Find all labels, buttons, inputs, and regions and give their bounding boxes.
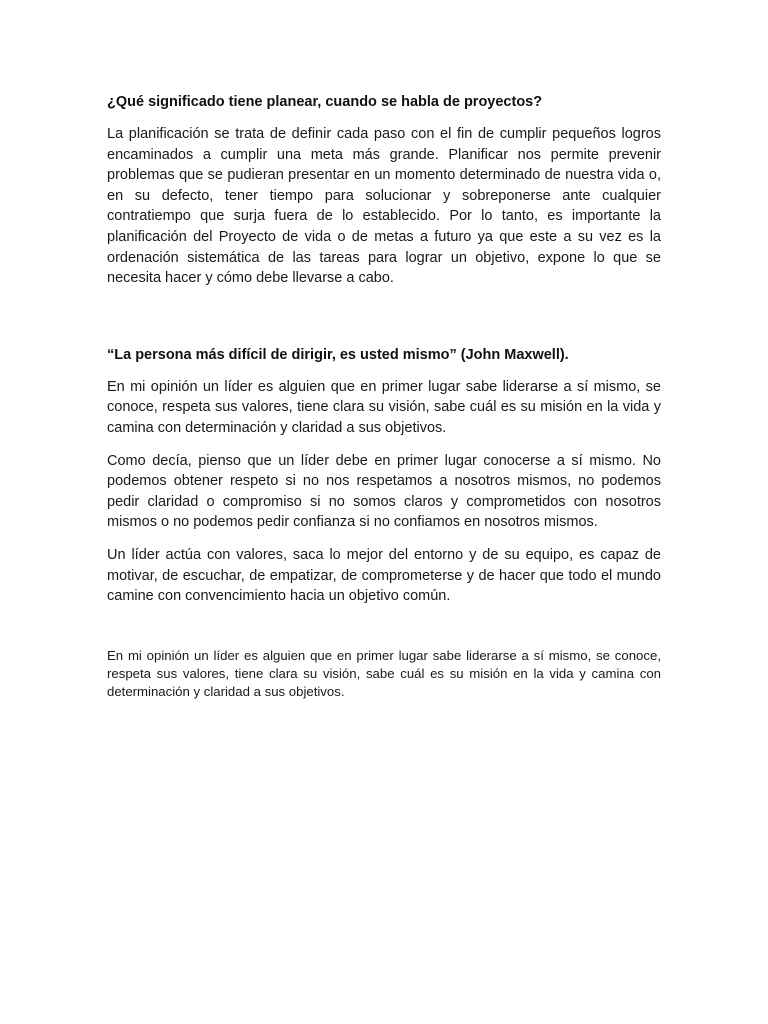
- section-spacer: [107, 301, 661, 345]
- document-body: [107, 92, 661, 713]
- section-heading-quote: “La persona más difícil de dirigir, es usted mismo” (John Maxwell).: [107, 346, 569, 363]
- paragraph-planning: La planificación se trata de definir cada paso con el fin de cumplir pequeños logros encaminados a cumplir una meta más grande. Planificar nos permite prevenir problemas que se pudieran presentar en un momento determinado de nuestra vida o, en su defecto, tener tiempo para solucionar y sobreponerse ante cualquier contratiempo que surja fuera de lo establecido. Por lo tanto, es importante la planificación del Proyecto de vida o de metas a futuro ya que este a su vez es la ordenación sistemática de las tareas para lograr un objetivo, expone lo que se necesita hacer y cómo debe llevarse a cabo.: [107, 126, 661, 287]
- section-spacer: [107, 619, 661, 647]
- paragraph-leader-self-knowledge: Como decía, pienso que un líder debe en primer lugar conocerse a sí mismo. No podemos obtener respeto si no nos respetamos a nosotros mismos, no podemos pedir claridad o compromiso si no somos claros y comprometidos con nosotros mismos o no podemos pedir confianza si no confiamos en nosotros mismos.: [107, 452, 661, 531]
- section-heading-planning: ¿Qué significado tiene planear, cuando se habla de proyectos?: [107, 94, 543, 110]
- paragraph-leader-definition: En mi opinión un líder es alguien que en primer lugar sabe liderarse a sí mismo, se conoce, respeta sus valores, tiene clara su visión, sabe cuál es su misión en la vida y camina con determinación y claridad a sus objetivos.: [107, 378, 661, 436]
- paragraph-leader-values: Un líder actúa con valores, saca lo mejor del entorno y de su equipo, es capaz de motivar, de escuchar, de empatizar, de comprometerse y de hacer que todo el mundo camine con convencimiento hacia un objetivo común.: [107, 546, 661, 605]
- paragraph-leader-definition-repeat: En mi opinión un líder es alguien que en primer lugar sabe liderarse a sí mismo, se conoce, respeta sus valores, tiene clara su visión, sabe cuál es su misión en la vida y camina con determinación y claridad a sus objetivos.: [107, 647, 661, 700]
